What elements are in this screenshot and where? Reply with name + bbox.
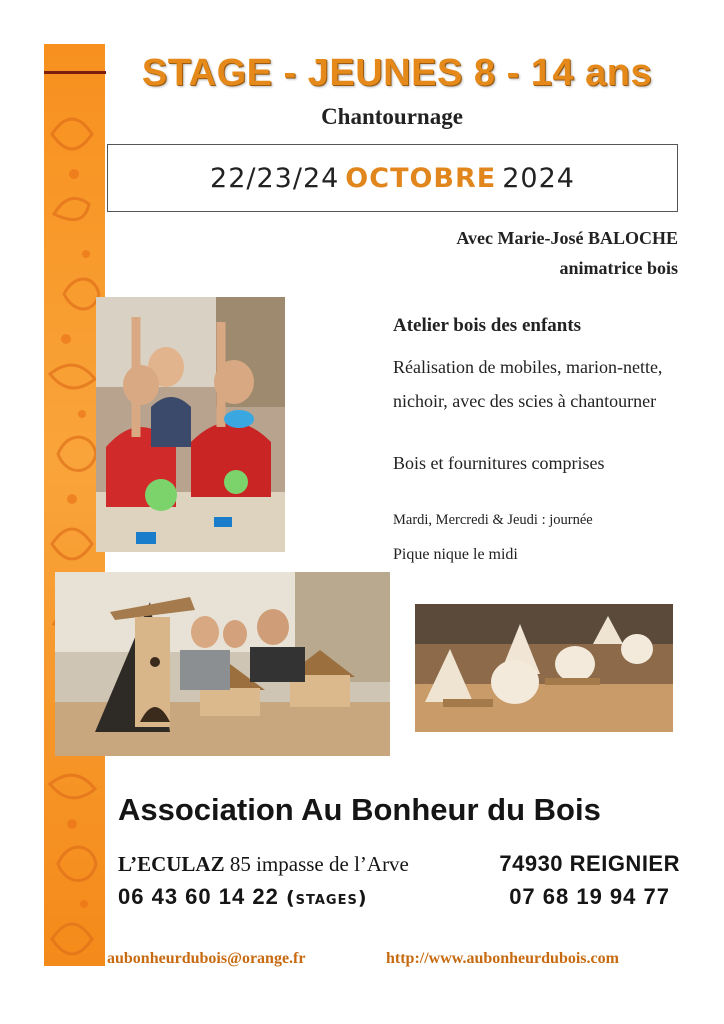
footer-website-link[interactable]: http://www.aubonheurdubois.com [386,950,619,967]
instructor-role: animatrice bois [559,258,678,278]
header-rule [44,71,106,74]
phone-stages [118,884,368,910]
address-city: 74930 REIGNIER [499,851,680,876]
date-month: OCTOBRE [345,162,497,194]
phone-secondary: 07 68 19 94 77 [509,884,670,909]
photo-workshop-birdhouses [55,572,390,756]
phone-stages-label: (stages) [285,887,368,909]
atelier-title: Atelier bois des enfants [393,315,582,336]
page-title: STAGE - JEUNES 8 - 14 ans [141,52,653,94]
photo-wooden-figures [415,604,673,732]
photo-children-mobiles [96,297,285,552]
phone-stages-number: 06 43 60 14 22 [118,884,279,909]
address-line [118,851,680,877]
date-year: 2024 [502,162,575,194]
instructor-name: Avec Marie-José BALOCHE [456,228,678,248]
atelier-description: Réalisation de mobiles, marion-nette, nichoir, avec des scies à chantourner [393,357,663,411]
association-name: Association Au Bonheur du Bois [118,792,601,827]
phone-line [118,884,670,910]
atelier-materials: Bois et fournitures comprises [393,453,605,473]
footer-email-link[interactable]: aubonheurdubois@orange.fr [107,950,306,967]
date-box [107,144,678,212]
address-place: L’ECULAZ [118,852,225,876]
page-subtitle: Chantournage [321,104,463,129]
date-line [210,163,575,194]
address-street-text: 85 impasse de l’Arve [229,852,409,876]
address-street [118,852,409,877]
atelier-schedule: Mardi, Mercredi & Jeudi : journée [393,512,593,528]
date-days: 22/23/24 [210,162,340,194]
atelier-lunch: Pique nique le midi [393,546,518,563]
